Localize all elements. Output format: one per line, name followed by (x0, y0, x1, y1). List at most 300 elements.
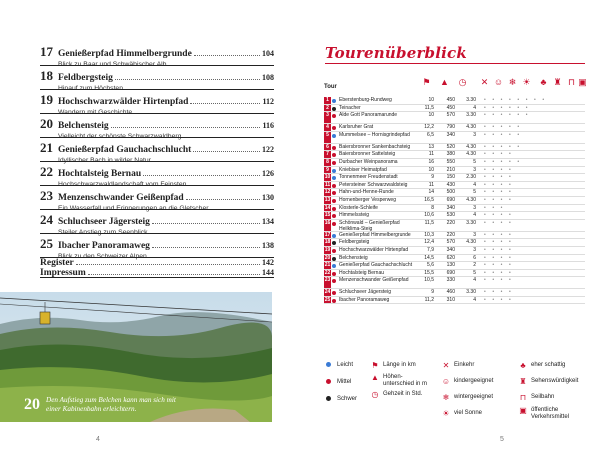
tour-name: Karlsruher Grat (339, 124, 374, 131)
difficulty-dot (332, 184, 336, 188)
toc-page: 108 (262, 73, 274, 82)
tour-features: • • • • • (484, 143, 522, 150)
difficulty-dot (332, 99, 336, 103)
tour-name: Hochschwarzwälder Hirtenpfad (339, 246, 409, 253)
difficulty-dot (332, 126, 336, 130)
tour-features: • • • • (484, 212, 514, 219)
tour-table (324, 97, 585, 304)
tour-row[interactable] (324, 159, 585, 167)
difficulty-dot (332, 191, 336, 195)
toc-leader (194, 55, 260, 56)
toc-leader (115, 79, 260, 80)
toc-leader (152, 247, 260, 248)
gondola-icon: ⊓ (567, 77, 576, 87)
close-icon: ✕ (480, 77, 489, 87)
tour-number: 12 (324, 189, 331, 196)
tour-km: 12,2 (424, 124, 434, 131)
toc-page: 126 (262, 169, 274, 178)
legend-hm-l2: unterschied in m (383, 381, 428, 387)
toc-title: Ibacher Panoramaweg (58, 241, 150, 251)
tour-km: 11,5 (424, 219, 434, 226)
toc-number: 19 (40, 92, 53, 107)
tour-row[interactable] (324, 182, 585, 190)
tour-number: 6 (324, 144, 331, 151)
tour-time: 5 (473, 269, 476, 276)
toc-page: 138 (262, 241, 274, 250)
tour-elevation: 570 (446, 112, 455, 119)
tour-km: 10 (428, 112, 434, 119)
tour-number: 13 (324, 196, 331, 203)
legend-pt-l2: Verkehrsmittel (531, 414, 570, 420)
tour-time: 4 (473, 104, 476, 111)
tour-km: 12,4 (424, 239, 434, 246)
toc-leader (186, 199, 260, 200)
tour-elevation: 330 (446, 277, 455, 284)
tour-elevation: 220 (446, 231, 455, 238)
tour-number: 18 (324, 239, 331, 246)
tour-number: 19 (324, 246, 331, 253)
difficulty-dot (332, 169, 336, 173)
toc-extra-entry[interactable] (40, 258, 274, 268)
tour-time: 3 (473, 166, 476, 173)
tour-number: 16 (324, 220, 331, 231)
tour-km: 10 (428, 166, 434, 173)
difficulty-dot (332, 176, 336, 180)
tour-number: 3 (324, 112, 331, 123)
toc-number: 22 (40, 164, 53, 179)
tour-time: 3 (473, 246, 476, 253)
hiker-icon: ⚑ (371, 361, 379, 370)
toc-subtitle: Hinauf zum Höchsten (58, 85, 123, 92)
left-page-number: 4 (96, 436, 100, 443)
toc-title: Menzenschwander Geißenpfad (58, 193, 184, 203)
legend-time: Gehzeit in Std. (383, 391, 423, 397)
castle-icon: ♜ (519, 377, 527, 386)
tour-features: • • • • (484, 189, 514, 196)
toc-page: 134 (262, 217, 274, 226)
tour-row[interactable] (324, 97, 585, 105)
toc-divider (40, 65, 274, 66)
toc-extra-title: Register (40, 258, 74, 268)
cutlery-icon: ✕ (442, 361, 450, 370)
toc-number: 23 (40, 188, 53, 203)
tour-number: 5 (324, 132, 331, 143)
difficulty-dot (332, 291, 336, 295)
toc-leader (193, 151, 260, 152)
tour-time: 4.30 (466, 239, 476, 246)
legend-features (441, 362, 493, 417)
tour-elevation: 450 (446, 104, 455, 111)
tour-name: Baiersbronner Sankenbachsteig (339, 143, 411, 150)
tour-row[interactable] (324, 239, 585, 247)
tour-time: 4 (473, 277, 476, 284)
snowflake-icon: ❄ (508, 77, 517, 87)
sun-icon: ☀ (442, 409, 450, 418)
tour-row[interactable] (324, 144, 585, 152)
tour-features: • • • • • • (484, 104, 531, 111)
legend-metrics (370, 362, 427, 398)
hard-dot (326, 396, 331, 401)
tour-elevation: 150 (446, 174, 455, 181)
tour-name: Petersteiner Schwarzwaldsteig (339, 181, 408, 188)
right-page-number: 5 (500, 436, 504, 443)
difficulty-dot (332, 272, 336, 276)
tour-features: • • • • (484, 269, 514, 276)
tour-time: 3.30 (466, 97, 476, 103)
tour-elevation: 450 (446, 97, 455, 103)
tour-name: Teinacher (339, 104, 361, 111)
tour-number: 25 (324, 296, 331, 303)
tour-number: 10 (324, 174, 331, 181)
tour-time: 3.30 (466, 112, 476, 119)
toc-leader (88, 274, 260, 275)
toc-title: Feldbergsteig (58, 73, 113, 83)
toc-page: 116 (262, 121, 274, 130)
tour-row[interactable] (324, 270, 585, 278)
hiker-icon: ⚑ (422, 77, 431, 87)
toc-leader (190, 103, 260, 104)
tour-km: 16 (428, 158, 434, 165)
tour-row[interactable] (324, 132, 585, 144)
legend-difficulty (326, 362, 357, 403)
photo-caption-line1: Den Aufstieg zum Belchen kann man sich mit (46, 396, 176, 404)
tour-name: Genießerpfad Himmelbergrunde (339, 231, 411, 238)
toc-number: 25 (40, 236, 53, 251)
tour-elevation: 220 (446, 219, 455, 226)
tour-row[interactable] (324, 212, 585, 220)
toc-page: 130 (262, 193, 274, 202)
tour-row[interactable] (324, 220, 585, 232)
toc-number: 21 (40, 140, 53, 155)
tour-elevation: 430 (446, 181, 455, 188)
tour-km: 7,9 (427, 246, 434, 253)
tour-elevation: 340 (446, 246, 455, 253)
toc-leader (152, 223, 260, 224)
tour-km: 5,6 (427, 262, 434, 269)
tour-features: • • • • • (484, 131, 522, 138)
photo-caption (46, 396, 176, 414)
cable-car-photo (0, 292, 272, 422)
legend-features-2 (518, 362, 578, 421)
difficulty-dot (332, 264, 336, 268)
tour-features: • • • • • (484, 158, 522, 165)
gondola-icon: ⊓ (519, 393, 527, 402)
toc-page: 104 (262, 49, 274, 58)
difficulty-dot (332, 114, 336, 118)
tour-km: 16,5 (424, 196, 434, 203)
tour-name: Kniebiser Heimatpfad (339, 166, 387, 173)
difficulty-dot (332, 241, 336, 245)
tour-time: 3 (473, 204, 476, 211)
toc-subtitle: Hochschwarzwaldlandschaft vom Feinsten (58, 181, 187, 188)
mountain-icon: ▲ (371, 373, 379, 382)
tour-features: • • • • (484, 296, 514, 303)
legend-sight: Sehenswürdigkeit (531, 378, 579, 384)
tour-row[interactable] (324, 277, 585, 289)
toc-divider (40, 209, 274, 210)
toc-subtitle: Blick zu den Schweizer Alpen (58, 253, 147, 260)
tour-name: Hahn-und-Henne-Runde (339, 189, 394, 196)
toc-subtitle: Wandern mit Geschichte (58, 109, 133, 116)
bus-icon: ▣ (578, 77, 587, 87)
toc-number: 18 (40, 68, 53, 83)
tour-row[interactable] (324, 262, 585, 270)
tour-name: Belchensteig (339, 254, 368, 261)
tour-number: 9 (324, 167, 331, 174)
toc-divider (40, 137, 274, 138)
tour-number: 14 (324, 204, 331, 211)
legend-easy: Leicht (337, 362, 354, 369)
tour-row[interactable] (324, 197, 585, 205)
tour-elevation: 570 (446, 239, 455, 246)
tour-features: • • • • • (484, 124, 522, 131)
tour-name: Tonnenmeer Freudenstadt (339, 174, 398, 181)
toc-divider (40, 113, 274, 114)
tour-km: 14 (428, 189, 434, 196)
tour-km: 13 (428, 143, 434, 150)
photo-caption-line2: einer Kabinenbahn erleichtern. (46, 405, 137, 413)
difficulty-dot (332, 107, 336, 111)
toc-title: Belchensteig (58, 121, 109, 131)
tour-km: 14,5 (424, 254, 434, 261)
tour-time: 2 (473, 262, 476, 269)
toc-subtitle: Steiler Anstieg zum Seenblick (58, 229, 148, 236)
tour-time: 3 (473, 231, 476, 238)
tour-name: Schönwald – Genießerpfad Heilklima-Steig (339, 219, 400, 232)
tour-elevation: 690 (446, 196, 455, 203)
page-title: Tourenüberblick (325, 44, 467, 62)
tour-name: Hochtalsteig Bernau (339, 269, 385, 276)
difficulty-dot (332, 214, 336, 218)
tour-features: • • • • (484, 246, 514, 253)
legend-sun: viel Sonne (454, 410, 483, 416)
tour-row[interactable] (324, 297, 585, 305)
tour-elevation: 530 (446, 212, 455, 219)
legend-winter: wintergeeignet (454, 394, 494, 400)
tour-elevation: 340 (446, 131, 455, 138)
tour-elevation: 310 (446, 296, 455, 303)
tour-features: • • • (484, 204, 506, 211)
difficulty-dot (332, 249, 336, 253)
toc-leader (143, 175, 260, 176)
tour-km: 15,5 (424, 269, 434, 276)
toc-subtitle: Vielleicht der schönste Schwarzwaldberg (58, 133, 182, 140)
tour-features: • • • • (484, 174, 514, 181)
tour-km: 11,5 (424, 104, 434, 111)
tour-number: 2 (324, 105, 331, 112)
tour-time: 5 (473, 189, 476, 196)
smiley-icon: ☺ (493, 77, 504, 87)
tour-time: 4 (473, 181, 476, 188)
tour-row[interactable] (324, 189, 585, 197)
tour-name: Baiersbronner Sattelsteig (339, 151, 396, 158)
tour-km: 10,5 (424, 277, 434, 284)
toc-page: 122 (262, 145, 274, 154)
tour-row[interactable] (324, 289, 585, 297)
tour-name: Alde Gott Panoramarunde (339, 112, 398, 119)
tour-features: • • • • (484, 151, 514, 158)
tour-row[interactable] (324, 174, 585, 182)
bus-icon: ▣ (519, 406, 527, 415)
legend-km: Länge in km (383, 362, 416, 368)
tour-row[interactable] (324, 255, 585, 263)
tour-km: 11,2 (424, 296, 434, 303)
tour-km: 10,6 (424, 212, 434, 219)
tour-km: 10 (428, 97, 434, 103)
tree-icon: ♣ (520, 361, 526, 370)
toc-number: 17 (40, 44, 53, 59)
tour-row[interactable] (324, 124, 585, 132)
toc-page: 112 (262, 97, 274, 106)
toc-number: 20 (40, 116, 53, 131)
tour-row[interactable] (324, 232, 585, 240)
tour-time: 5 (473, 158, 476, 165)
tour-row[interactable] (324, 105, 585, 113)
tour-name: Ibacher Panoramaweg (339, 296, 390, 303)
toc-divider (40, 89, 274, 90)
toc-extra-title: Impressum (40, 268, 86, 278)
tour-row[interactable] (324, 205, 585, 213)
legend-hard: Schwer (337, 396, 358, 403)
tour-name: Klosterle-Schleife (339, 204, 378, 211)
tour-number: 11 (324, 181, 331, 188)
tour-row[interactable] (324, 247, 585, 255)
tour-time: 4.30 (466, 151, 476, 158)
clock-icon: ◷ (371, 390, 379, 399)
toc-divider (40, 185, 274, 186)
toc-subtitle: Idyllischer Bach in wilder Natur (58, 157, 151, 164)
tour-time: 3 (473, 131, 476, 138)
difficulty-dot (332, 234, 336, 238)
toc-divider (40, 161, 274, 162)
legend-cable: Seilbahn (531, 394, 555, 400)
snowflake-icon: ❄ (442, 393, 450, 402)
tour-time: 4 (473, 296, 476, 303)
difficulty-dot (332, 257, 336, 261)
difficulty-dot (332, 153, 336, 157)
tour-time: 4.30 (466, 143, 476, 150)
tour-km: 8 (431, 204, 434, 211)
tour-features: • • • • (484, 196, 514, 203)
tour-km: 11 (428, 151, 434, 158)
gondola-icon (40, 312, 50, 324)
mountain-icon: ▲ (440, 77, 449, 87)
tour-name: Himmelssteig (339, 212, 370, 219)
toc-title: Schluchseer Jägersteig (58, 217, 150, 227)
toc-title: Hochschwarzwälder Hirtenpfad (58, 97, 189, 107)
tour-number: 17 (324, 231, 331, 238)
toc-extra-page: 144 (262, 268, 274, 277)
difficulty-dot (332, 161, 336, 165)
tour-features: • • • • (484, 166, 514, 173)
tour-name: Hornenberger Vesperweg (339, 196, 396, 203)
tour-elevation: 620 (446, 254, 455, 261)
legend-stop: Einkehr (454, 362, 475, 368)
photo-number: 20 (24, 396, 40, 413)
tree-icon: ♣ (540, 77, 547, 87)
tour-time: 3.30 (466, 219, 476, 226)
smiley-icon: ☺ (441, 377, 451, 386)
legend-shade: eher schattig (531, 362, 566, 368)
tour-km: 10,3 (424, 231, 434, 238)
tour-time: 2.30 (466, 174, 476, 181)
difficulty-dot (332, 207, 336, 211)
tour-time: 4 (473, 212, 476, 219)
tour-km: 9 (431, 289, 434, 296)
tour-name: Schluchseer Jägersteig (339, 289, 391, 296)
tour-features: • • • • (484, 254, 514, 261)
toc-number: 24 (40, 212, 53, 227)
tour-name: Durbacher Weinpanorama (339, 158, 398, 165)
tour-elevation: 500 (446, 189, 455, 196)
toc-subtitle: Ein Wasserfall und Erinnerungen an die Gletscher (58, 205, 209, 212)
tour-elevation: 690 (446, 269, 455, 276)
tour-features: • • • • (484, 262, 514, 269)
tour-features: • • • • (484, 239, 514, 246)
tour-elevation: 520 (446, 143, 455, 150)
difficulty-dot (332, 146, 336, 150)
tour-elevation: 460 (446, 289, 455, 296)
tour-number: 15 (324, 212, 331, 219)
tour-elevation: 790 (446, 124, 455, 131)
tour-km: 11 (428, 181, 434, 188)
difficulty-dot (332, 279, 336, 283)
difficulty-dot (332, 134, 336, 138)
tour-km: 6,5 (427, 131, 434, 138)
tour-time: 3.30 (466, 289, 476, 296)
tour-column-label: Tour (324, 84, 337, 90)
tour-elevation: 340 (446, 204, 455, 211)
tour-name: Menzenschwander Geißenpfad (339, 277, 409, 284)
tour-elevation: 210 (446, 166, 455, 173)
tour-elevation: 130 (446, 262, 455, 269)
tour-elevation: 380 (446, 151, 455, 158)
tour-elevation: 550 (446, 158, 455, 165)
medium-dot (326, 379, 331, 384)
toc-title: Genießerpfad Gauchachschlucht (58, 145, 192, 155)
toc-extra-page: 142 (262, 258, 274, 267)
legend-pt-l1: öffentliche (531, 407, 559, 413)
toc-divider (40, 277, 274, 278)
difficulty-dot (332, 199, 336, 203)
tour-name: Feldbergsteig (339, 239, 370, 246)
tour-row[interactable] (324, 112, 585, 124)
toc-leader (76, 264, 260, 265)
tour-features: • • • • (484, 231, 514, 238)
tour-features: • • • • (484, 289, 514, 296)
tour-name: Eberstenburg-Rundweg (339, 97, 392, 103)
toc-leader (111, 127, 261, 128)
castle-icon: ♜ (553, 77, 562, 87)
legend-kids: kindergeeignet (454, 378, 494, 384)
tour-number: 20 (324, 254, 331, 261)
tour-number: 22 (324, 269, 331, 276)
tour-km: 9 (431, 174, 434, 181)
tour-features: • • • • (484, 277, 514, 284)
tour-row[interactable] (324, 151, 585, 159)
tour-name: Genießerpfad Gauchachschlucht (339, 262, 413, 269)
difficulty-dot (332, 222, 336, 226)
clock-icon: ◷ (458, 77, 467, 87)
toc-divider (40, 233, 274, 234)
toc-title: Hochtalsteig Bernau (58, 169, 142, 179)
toc-subtitle: Blick zu Baar und Schwäbischer Alb (58, 61, 167, 68)
tour-row[interactable] (324, 167, 585, 175)
legend-hm-l1: Höhen- (383, 374, 403, 380)
tour-number: 1 (324, 97, 331, 104)
tour-features: • • • • (484, 181, 514, 188)
title-underline (325, 63, 585, 64)
